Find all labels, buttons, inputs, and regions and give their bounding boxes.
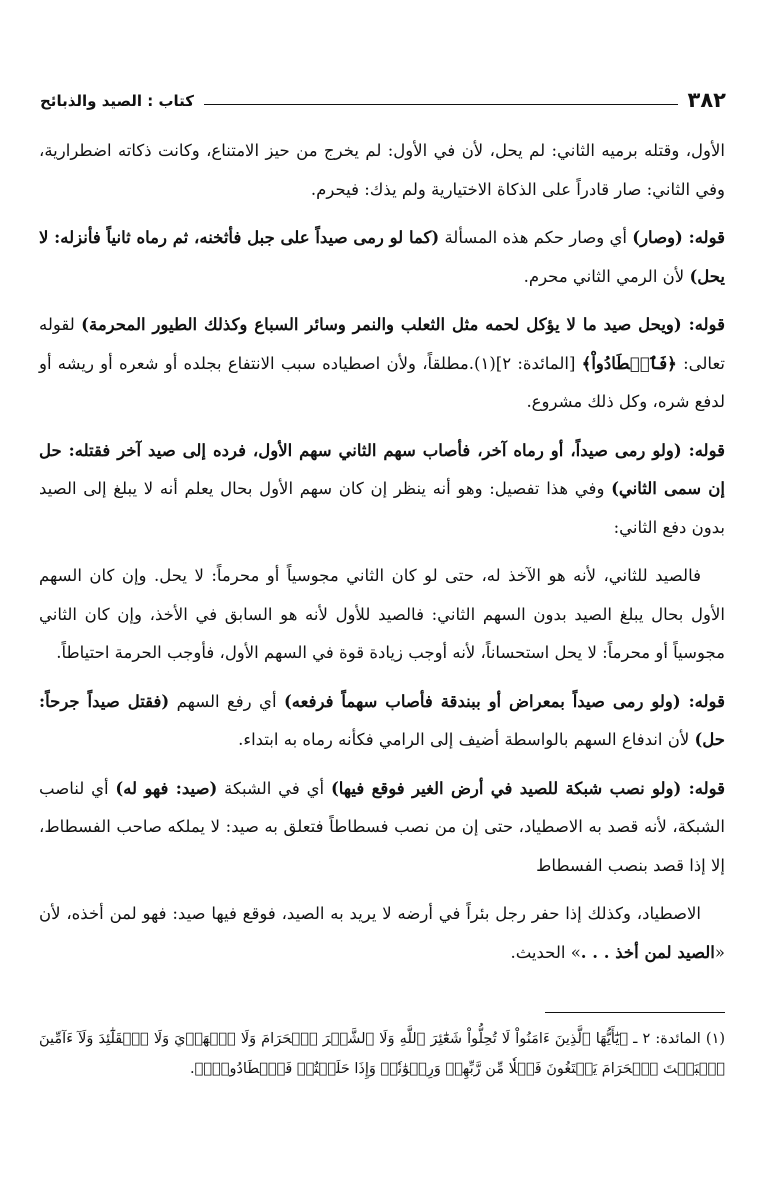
paragraph-heading: قوله: (ولو رمى صيداً، أو رماه آخر، فأصاب سهم الثاني سهم الأول، فرده إلى صيد آخر فقتله: حل إن سمى الثاني) xyxy=(39,440,725,498)
paragraph-7 xyxy=(39,770,725,886)
paragraph-text: لأن الرمي الثاني محرم. xyxy=(523,266,690,286)
header-rule xyxy=(204,104,678,105)
paragraph-text: أي وصار حكم هذه المسألة xyxy=(439,228,633,247)
paragraph-heading: قوله: (ولو نصب شبكة للصيد في أرض الغير فوقع فيها) xyxy=(330,778,726,798)
paragraph-text: أي رفع السهم xyxy=(169,691,284,711)
paragraph-text: أي في الشبكة xyxy=(217,778,331,798)
paragraph-3 xyxy=(39,306,725,422)
page-number: ٣٨٢ xyxy=(687,88,726,112)
main-text xyxy=(39,132,725,982)
paragraph-5 xyxy=(39,557,725,673)
paragraph-bold-text: (كما لو رمى صيداً على جبل فأثخنه، ثم رماه ثانياً فأنزله: لا يحل) xyxy=(39,228,725,286)
running-header xyxy=(40,80,726,114)
paragraph-1 xyxy=(39,132,725,209)
paragraph-text: الأول، وقتله برميه الثاني: لم يحل، لأن في الأول: لم يخرج من حيز الامتناع، وكانت ذكاته اضطرارية، وفي الثاني: صار قادراً على الذكاة الاختيارية ولم يذك: فيحرم. xyxy=(39,141,725,199)
paragraph-heading: قوله: (ويحل صيد ما لا يؤكل لحمه مثل الثعلب والنمر وسائر السباع وكذلك الطيور المحرمة) xyxy=(81,315,725,334)
paragraph-text: لأن اندفاع السهم بالواسطة أضيف إلى الرامي فكأنه رماه به ابتداء. xyxy=(238,730,695,749)
chapter-title: كتاب : الصيد والذبائح xyxy=(40,92,195,110)
footnote-label: (١) المائدة: ٢ ـ xyxy=(633,1031,726,1047)
paragraph-text: أي لناصب الشبكة، لأنه قصد به الاصطياد، حتى إن من نصب فسطاطاً فتعلق به صيد: لا يملكه صاحب الفسطاط، إلا إذا قصد بنصب الفسطاط xyxy=(39,778,725,875)
paragraph-bold-text: (فقتل صيداً جرحاً: حل) xyxy=(39,691,725,749)
footnote-1 xyxy=(39,1024,725,1084)
paragraph-bold-text: (صيد: فهو له) xyxy=(115,778,218,798)
paragraph-heading: قوله: (وصار) xyxy=(632,228,726,247)
paragraph-text: » الحديث. xyxy=(510,942,581,962)
paragraph-text: وفي هذا تفصيل: وهو أنه ينظر إن كان سهم الأول بحال يعلم أنه لا يبلغ إلى الصيد بدون دفع الثاني: xyxy=(39,479,725,537)
footnote-rule xyxy=(545,1012,725,1013)
paragraph-text: لقوله تعالى: xyxy=(39,315,725,373)
paragraph-heading: قوله: (ولو رمى صيداً بمعراض أو ببندقة فأصاب سهماً فرفعه) xyxy=(283,691,725,711)
paragraph-4 xyxy=(39,432,725,548)
paragraph-8 xyxy=(39,895,725,972)
footnote-quran-text: ﴿يَٰٓأَيُّهَا ٱلَّذِينَ ءَامَنُواْ لَا تُحِلُّواْ شَعَٰٓئِرَ ٱللَّهِ وَلَا ٱلشَّهۡرَ ٱلۡحَرَامَ وَلَا ٱلۡهَدۡيَ وَلَا ٱلۡقَلَٰٓئِدَ وَلَآ ءَآمِّينَ ٱلۡبَيۡتَ ٱلۡحَرَامَ يَبۡتَغُونَ فَضۡلٗا مِّن رَّبِّهِمۡ وَرِضۡوَٰنٗاۚ وَإِذَا حَلَلۡتُمۡ فَٱصۡطَادُواْۚ﴾. xyxy=(39,1031,725,1077)
paragraph-6 xyxy=(39,683,725,760)
hadith-quote: الصيد لمن أخذ . . . xyxy=(580,942,715,962)
paragraph-2 xyxy=(39,219,725,296)
quran-quote: ﴿فَٱصۡطَادُواْ﴾ xyxy=(581,353,677,373)
paragraph-text: [المائدة: ٢](١).مطلقاً، ولأن اصطياده سبب الانتفاع بجلده أو شعره أو ريشه أو لدفع شره، وكل ذلك مشروع. xyxy=(39,353,725,411)
paragraph-text: الاصطياد، وكذلك إذا حفر رجل بئراً في أرضه لا يريد به الصيد، فوقع فيها صيد: فهو لمن أخذه، لأن « xyxy=(39,904,725,962)
paragraph-text: فالصيد للثاني، لأنه هو الآخذ له، حتى لو كان الثاني مجوسياً أو محرماً: لا يحل. وإن كان السهم الأول بحال يبلغ الصيد بدون السهم الثاني: فالصيد للأول لأنه هو السابق في الأخذ، وإن كان الثاني مجوسياً أو محرماً: لا يحل استحساناً، لأنه أوجب زيادة قوة في السهم الأول، فأوجب الحرمة احتياطاً. xyxy=(39,566,725,662)
footnote xyxy=(39,1024,725,1084)
